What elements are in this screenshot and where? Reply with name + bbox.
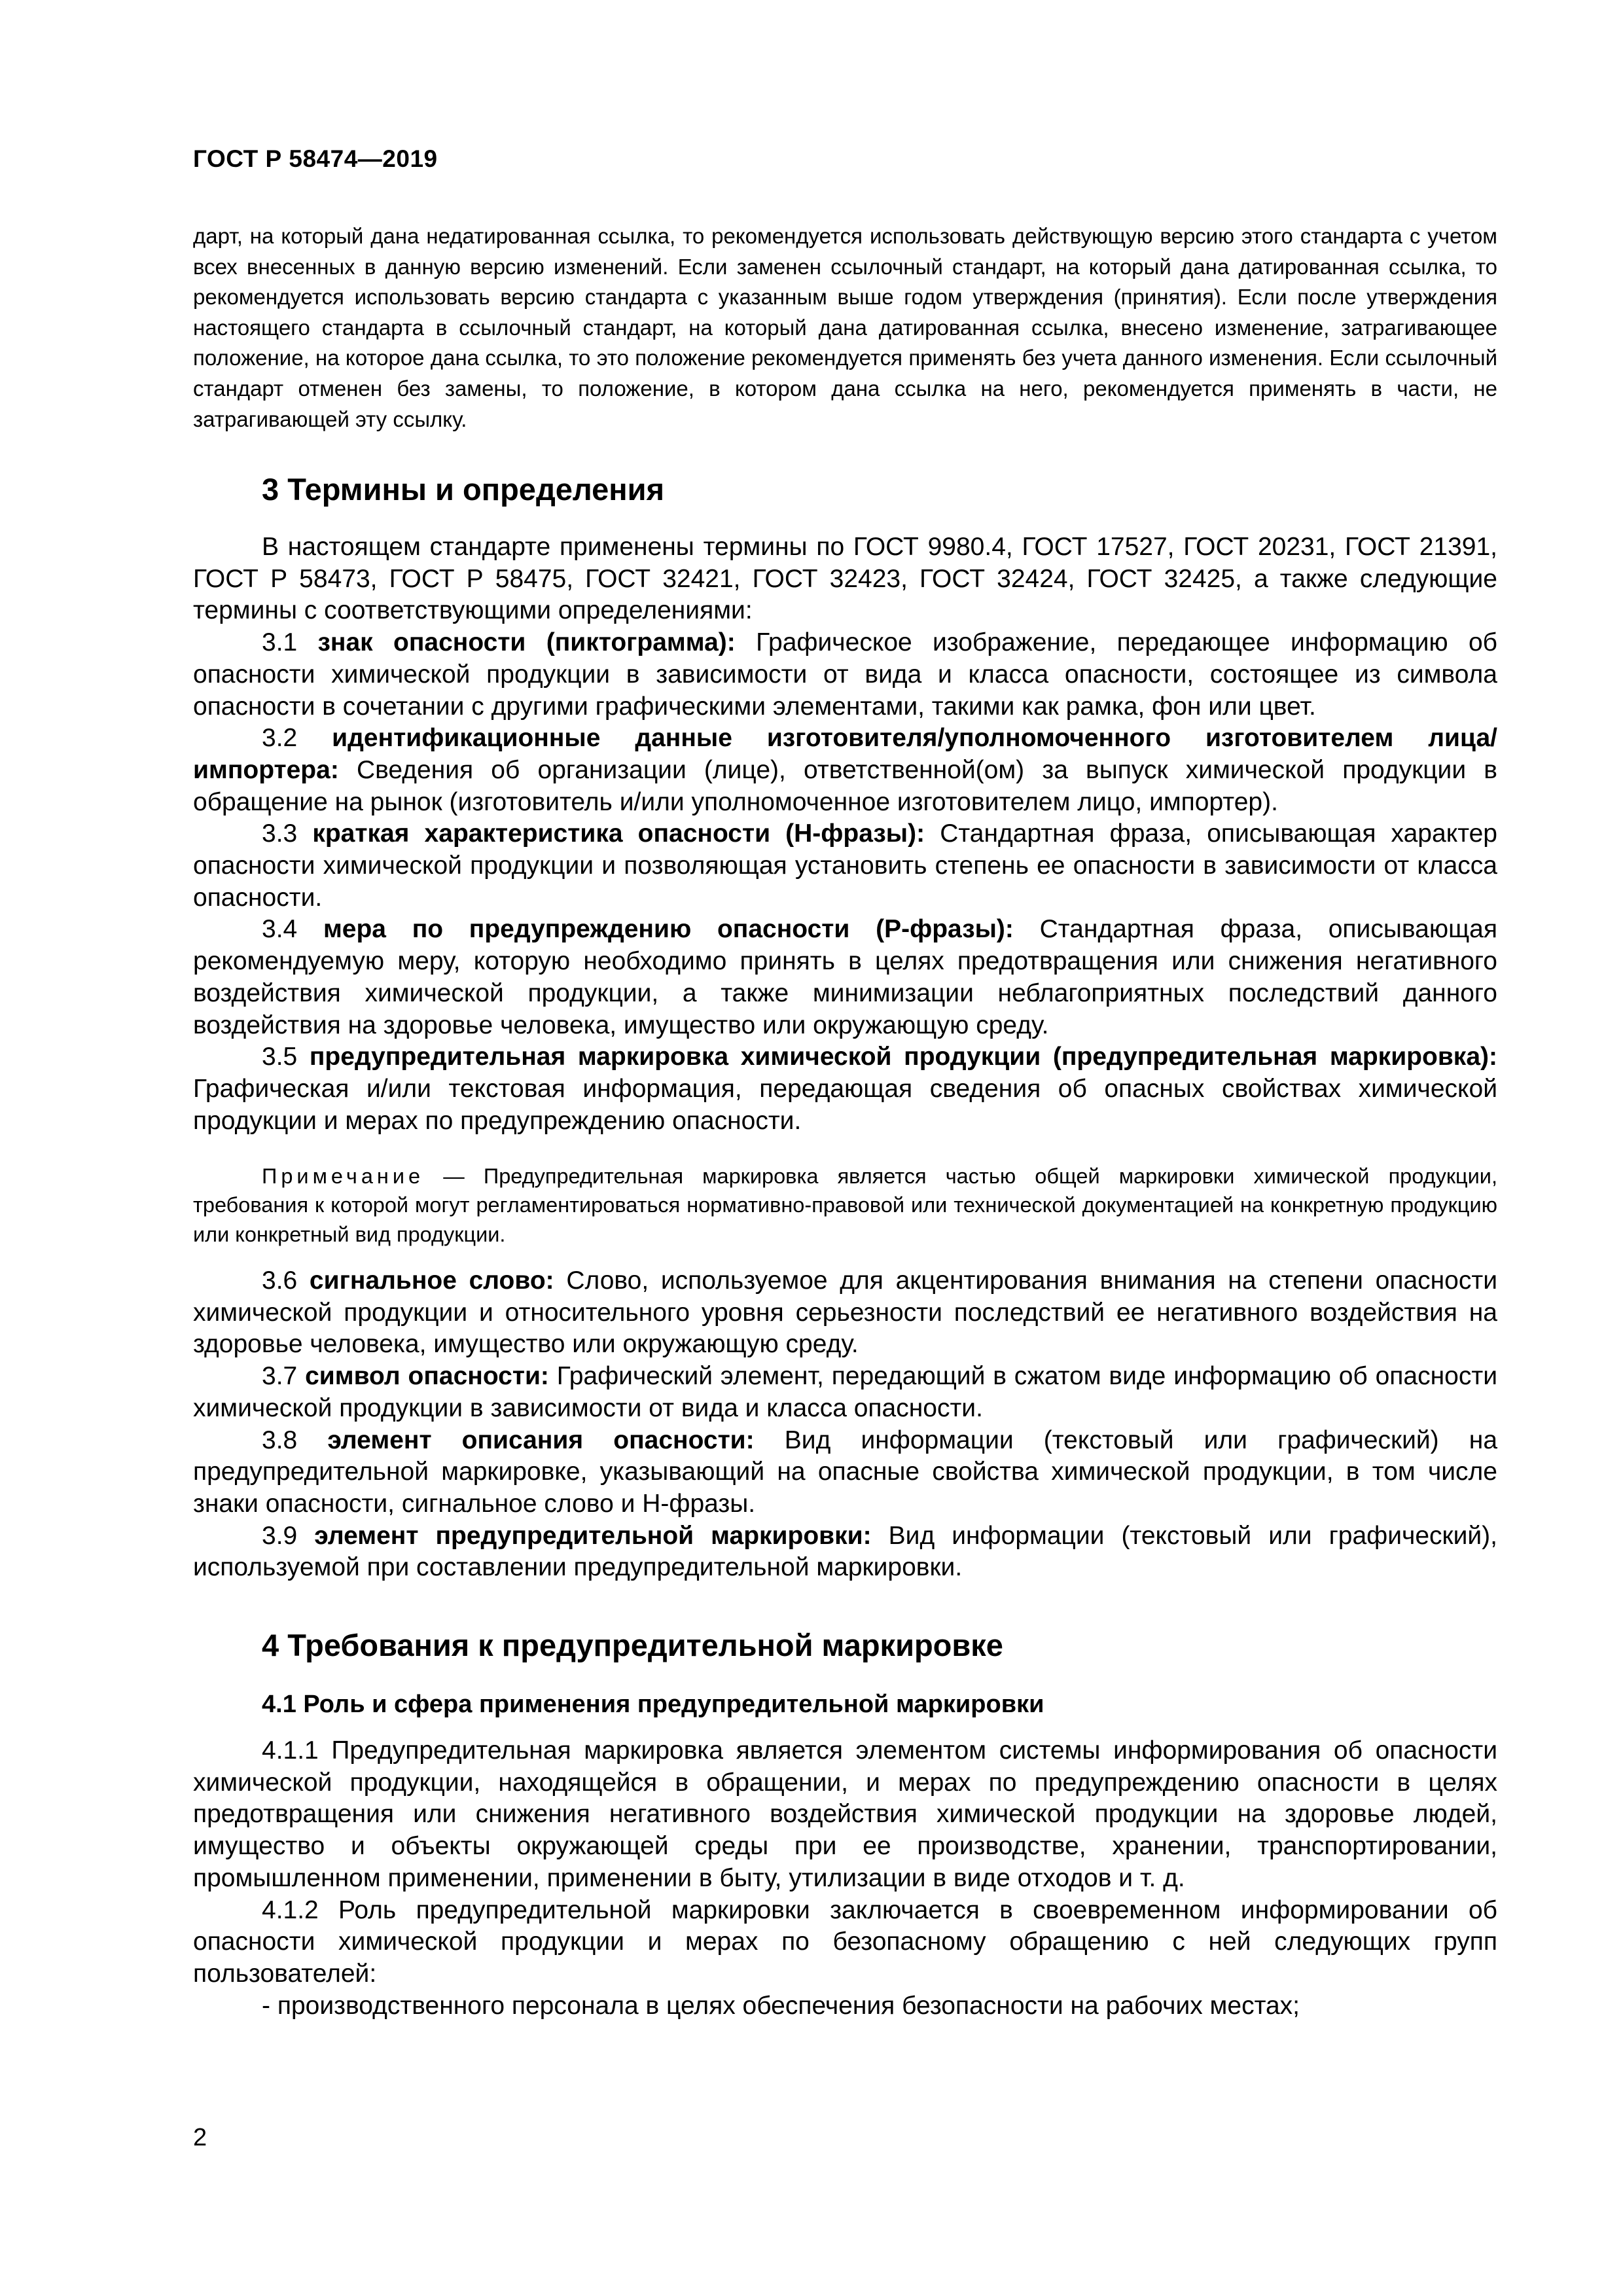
section-3-title: 3 Термины и определения — [262, 472, 664, 507]
term-3-9: 3.9 элемент предупредительной маркировки: Вид информации (текстовый или графический), используемой при составлении предупредительной маркировки. — [193, 1521, 1498, 1582]
paragraph-4-1-2: 4.1.2 Роль предупредительной маркировки заключается в своевременном информировании об опасности химической продукции и мерах по безопасному обращению с ней следующих групп пользователей: — [193, 1895, 1497, 1988]
intro-paragraph: дарт, на который дана недатированная ссылка, то рекомендуется использовать действующую версию этого стандарта с учетом всех внесенных в данную версию изменений. Если заменен ссылочный стандарт, на который дана датированная ссылка, то рекомендуется использовать версию стандарта с указанным выше годом утверждения (принятия). Если после утверждения настоящего стандарта в ссылочный стандарт, на который дана датированная ссылка, внесено изменение, затрагивающее положение, на которое дана ссылка, то это положение рекомендуется применять без учета данного изменения. Если ссылочный стандарт отменен без замены, то положение, в котором дана ссылка на него, рекомендуется применять в части, не затрагивающей эту ссылку. — [193, 224, 1497, 431]
section-4-heading-block — [193, 1626, 1497, 1665]
section-3-heading-block — [193, 470, 1497, 509]
section-3-terms-continued — [193, 1265, 1497, 1584]
subsection-4-1-title: 4.1 Роль и сфера применения предупредительной маркировки — [262, 1691, 1044, 1718]
term-3-4: 3.4 мера по предупреждению опасности (Р-фразы): Стандартная фраза, описывающая рекомендуемую меру, которую необходимо принять в целях предотвращения или снижения негативного воздействия химической продукции, а также минимизации неблагоприятных последствий данного воздействия на здоровье человека, имущество или окружающую среду. — [193, 915, 1497, 1039]
paragraph-4-1-1: 4.1.1 Предупредительная маркировка является элементом системы информирования об опасности химической продукции, находящейся в обращении, и мерах по предупреждению опасности в целях предотвращения или снижения негативного воздействия химической продукции на здоровье людей, имущество и объекты окружающей среды при ее производстве, хранении, транспортировании, промышленном применении, применении в быту, утилизации в виде отходов и т. д. — [193, 1736, 1497, 1892]
note-paragraph — [193, 1162, 1497, 1249]
section-3-lead: В настоящем стандарте применены термины по ГОСТ 9980.4, ГОСТ 17527, ГОСТ 20231, ГОСТ 21391, ГОСТ Р 58473, ГОСТ Р 58475, ГОСТ 32421, ГОСТ 32423, ГОСТ 32424, ГОСТ 32425, а также следующие термины с соответствующими определениями: — [193, 533, 1497, 625]
note-label: Примечание — [262, 1164, 425, 1188]
list-item: - производственного персонала в целях обеспечения безопасности на рабочих местах; — [262, 1991, 1300, 2020]
page-number: 2 — [193, 2124, 207, 2151]
term-3-8: 3.8 элемент описания опасности: Вид информации (текстовый или графический) на предупредительной маркировке, указывающий на опасные свойства химической продукции, в том числе знаки опасности, сигнальное слово и Н-фразы. — [193, 1426, 1498, 1518]
term-3-7: 3.7 символ опасности: Графический элемент, передающий в сжатом виде информацию об опасности химической продукции в зависимости от вида и класса опасности. — [193, 1362, 1497, 1422]
term-3-6: 3.6 сигнальное слово: Слово, используемое для акцентирования внимания на степени опасности химической продукции и относительного уровня серьезности последствий ее негативного воздействия на здоровье человека, имущество или окружающую среду. — [193, 1266, 1498, 1359]
term-3-3: 3.3 краткая характеристика опасности (Н-фразы): Стандартная фраза, описывающая характер опасности химической продукции и позволяющая установить степень ее опасности в зависимости от класса опасности. — [193, 819, 1497, 912]
subsection-4-1-heading-block — [193, 1688, 1497, 1721]
note-block — [193, 1162, 1497, 1249]
term-3-5: 3.5 предупредительная маркировка химической продукции (предупредительная маркировка): Графическая и/или текстовая информация, передающая сведения об опасных свойствах химической продукции и мерах по предупреждению опасности. — [193, 1043, 1497, 1135]
subsection-4-1-body — [193, 1735, 1497, 2022]
term-3-2: 3.2 идентификационные данные изготовителя/уполномоченного изготовителем лица/импортера: Сведения об организации (лице), ответственной(ом) за выпуск химической продукции в обращение на рынок (изготовитель и/или уполномоченное изготовителем лицо, импортер). — [193, 724, 1497, 816]
note-text: — Предупредительная маркировка является частью общей маркировки химической продукции, требования к которой могут регламентироваться нормативно-правовой или технической документацией на конкретную продукцию или конкретный вид продукции. — [193, 1164, 1497, 1246]
section-4-title: 4 Требования к предупредительной маркировке — [262, 1628, 1003, 1662]
section-3-body — [193, 531, 1497, 1137]
document-header: ГОСТ Р 58474—2019 — [193, 145, 438, 172]
term-3-1: 3.1 знак опасности (пиктограмма): Графическое изображение, передающее информацию об опасности химической продукции в зависимости от вида и класса опасности, состоящее из символа опасности в сочетании с другими графическими элементами, такими как рамка, фон или цвет. — [193, 628, 1497, 721]
